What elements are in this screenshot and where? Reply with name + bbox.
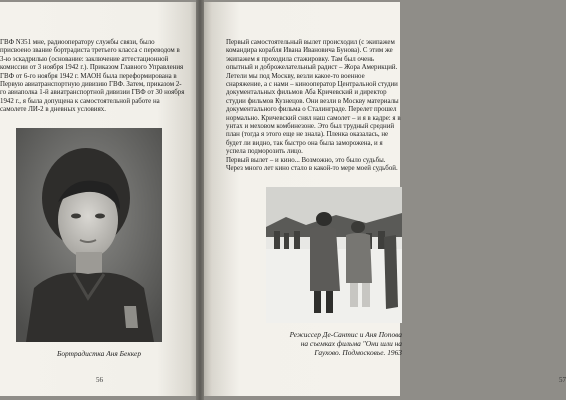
left-page-text: ГВФ N351 мне, радиооператору службы связи, было присвоено звание бортрадиста третьего класса с переводом в 3-ю эскадрилью (основание: заключение аттестационной комиссии от 3 ноября 1942 г.). Приказом Главного Управления ГВФ от 6-го ноября 1942 г. МАОН была переформирована в Первую авиатранспортную дивизию ГВФ. Затем, приказом 2-го авиаполка 1-й авиатранспортной дивизии ГВФ от 30 ноября 1942 г., я была допущена к самостоятельной работе на самолете ЛИ-2 в дневных условиях.: [0, 39, 185, 114]
left-photo-caption: Бортрадистка Аня Беккер: [56, 349, 142, 358]
right-page-text: Первый самостоятельный вылет происходил (с экипажем командира корабля Ивана Ивановича Бунова). С этим же экипажем я проходила стажировку. Там был очень опытный и доброжелательный радист – Жора Америкций. Летели мы под Москву, везли какое-то военное снаряжение, а с нами – кинооператор Центральной студии документальных фильмов Аба Кричевский и директор студии фильмов Кузнецов. Они везли в Москву материалы документального фильма о Сталинграде. Перелет прошел нормально. Кричевский снял наш самолет – и я в кадре: я в унтах и меховом комбинезоне. Это был трудный средний план (тогда я этого еще не знала). Пленка оказалась, не будет ли видно, так быстро она была заморожена, и я успела подморозить лицо. Первый вылет – и кино... Возможно, это было судьбы. Через много лет кино стало в какой-то мере моей судьбой.: [226, 39, 401, 173]
portrait-illustration: [16, 128, 162, 342]
left-page: [0, 2, 196, 396]
right-page: [204, 2, 566, 396]
portrait-photo: [16, 128, 162, 342]
film-set-illustration: [266, 187, 402, 323]
book-gutter: [196, 0, 204, 400]
right-page-number: 57: [559, 376, 566, 384]
left-page-number: 56: [96, 376, 103, 384]
film-set-photo: [266, 187, 402, 323]
right-photo-caption: Режиссер Де-Сантис и Аня Попова на съемках фильма "Они шли на Гаухово. Подмосковье. 1963: [289, 330, 402, 357]
